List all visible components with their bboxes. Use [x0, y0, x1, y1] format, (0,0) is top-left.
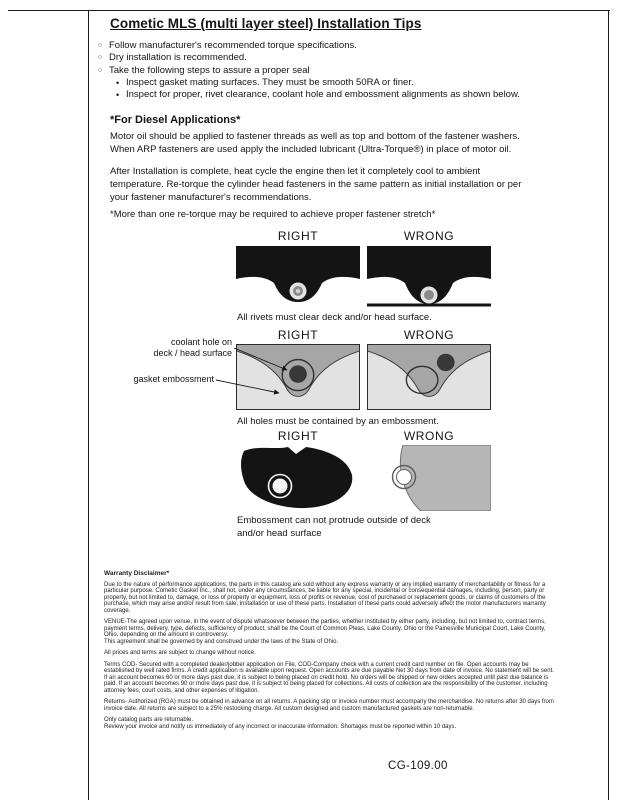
circle-bullet-icon: ○	[98, 54, 103, 62]
rivet-right-illustration	[236, 246, 360, 308]
protrude-wrong-diagram	[367, 445, 491, 511]
tip-item	[98, 40, 520, 52]
warranty-paragraph: Terms COD- Secured with a completed dealer/jobber application on File, COD-Company check with a current credit card number on file. Open accounts may be established by well rated firms. A credit application is available upon request. Open accounts are due payable Net 30 days from date of invoice. No statement will be sent. If an account becomes 60 or more days past due, it is subject to being placed on credit hold. No orders will be shipped or new orders accepted until past due balance is paid. If an account becomes 90 or more days past due, it is subject to being placed for collections. All costs of collection are the responsibility of the customer, including attorney fees, court costs, and other expenses of litigation.	[104, 661, 554, 694]
rivet-right-diagram	[236, 246, 360, 308]
page-border-right	[608, 10, 609, 800]
protrude-wrong-label: WRONG	[403, 429, 455, 443]
page-border-left	[88, 10, 89, 800]
coolant-wrong-diagram	[367, 344, 491, 410]
warranty-heading: Warranty Disclaimer*	[104, 570, 170, 577]
protrude-caption-line1: Embossment can not protrude outside of deck	[237, 515, 431, 526]
warranty-paragraph: Only catalog parts are returnable.	[104, 717, 194, 723]
warranty-paragraph: All prices and terms are subject to change without notice.	[104, 650, 256, 656]
warranty-paragraph: VENUE-The agreed upon venue, in the event of dispute whatsoever between the parties, whether instituted by either party, including, but not limited to, contract terms, payment terms, delivery, type, defects, sufficiency of product, shall be the Court of Common Pleas, Lake County, Ohio or the Painesville Municipal Court, Lake County, Ohio, depending on the amount in controversy.	[104, 619, 546, 638]
sub-tip-text: Inspect gasket mating surfaces. They must be smooth 50RA or finer.	[126, 76, 414, 88]
sub-tip-item	[116, 77, 520, 89]
coolant-hole-label-line2: deck / head surface	[153, 348, 232, 358]
diesel-paragraph-3: *More than one re-torque may be required to achieve proper fastener stretch*	[110, 209, 436, 220]
tip-text: Follow manufacturer's recommended torque specifications.	[109, 40, 357, 51]
rivet-wrong-illustration	[367, 246, 491, 308]
coolant-wrong-label: WRONG	[403, 328, 455, 342]
diesel-paragraph-1: Motor oil should be applied to fastener threads as well as top and bottom of the fastener washers. When ARP fasteners are used apply the included lubricant (Ultra-Torque®) in place of motor oil.	[110, 131, 520, 155]
coolant-wrong-illustration	[368, 345, 490, 409]
warranty-section	[104, 571, 556, 735]
rivet-right-label: RIGHT	[277, 229, 319, 243]
coolant-right-diagram	[236, 344, 360, 410]
page-border-top	[8, 10, 610, 11]
coolant-hole-label-line1: coolant hole on	[170, 337, 232, 347]
coolant-right-label: RIGHT	[277, 328, 319, 342]
protrude-caption	[237, 515, 431, 540]
page-title: Cometic MLS (multi layer steel) Installation Tips	[110, 16, 422, 31]
warranty-paragraph: Returns- Authorized (RGA) must be obtained in advance on all returns. A packing slip or invoice number must accompany the merchandise. No returns after 30 days from invoice date. All returns are subject to a 25% restocking charge. All custom designed and custom manufactured gaskets are non-returnable.	[104, 699, 554, 712]
dot-bullet-icon: •	[116, 90, 120, 101]
warranty-paragraph: This agreement shall be governed by and construed under the laws of the State of Ohio.	[104, 638, 339, 645]
warranty-paragraph: Due to the nature of performance applications, the parts in this catalog are sold without any express warranty or any implied warranty of merchantability or fitness for a particular purpose. Cometic Gasket Inc., shall not, under any circumstances, be liable for any special, incidental or consequential damages, including, person, party or property, but not limited to, damage, or loss of property or equipment, loss of profits or revenue, cost of purchased or replacement goods, or claims of customers of the purchase, which may arise and/or result from sale, installation or use of these parts. Installation of these parts could adversely affect the motor manufacturers warranty coverage.	[104, 581, 546, 614]
dot-bullet-icon: •	[116, 77, 120, 88]
diesel-heading: *For Diesel Applications*	[110, 114, 241, 126]
circle-bullet-icon: ○	[98, 66, 103, 74]
tips-list	[98, 40, 520, 101]
tip-text: Take the following steps to assure a proper seal	[109, 64, 310, 76]
coolant-hole-label	[116, 337, 232, 359]
rivet-wrong-diagram	[367, 246, 491, 308]
page-number: CG-109.00	[388, 760, 448, 772]
gasket-embossment-label: gasket embossment	[133, 374, 214, 384]
rivet-caption: All rivets must clear deck and/or head surface.	[237, 312, 432, 323]
protrude-right-illustration	[236, 445, 360, 511]
diesel-paragraph-2: After Installation is complete, heat cycle the engine then let it completely cool to ambient temperature. Re-torque the cylinder head fasteners in the same pattern as initial installation or per your fastener manufacturer's recommendations.	[110, 166, 522, 203]
warranty-paragraph: Review your invoice and notify us immediately of any incorrect or inaccurate information. Shortages must be reported within 10 days.	[104, 723, 457, 730]
circle-bullet-icon: ○	[98, 42, 103, 49]
tip-item	[98, 52, 520, 64]
protrude-wrong-illustration	[367, 445, 491, 511]
holes-caption: All holes must be contained by an embossment.	[237, 416, 439, 427]
sub-tip-item	[116, 89, 520, 101]
protrude-right-diagram	[236, 445, 360, 511]
coolant-right-illustration	[237, 345, 359, 409]
tip-text: Dry installation is recommended.	[109, 52, 247, 64]
tip-item	[98, 65, 520, 77]
protrude-right-label: RIGHT	[277, 429, 319, 443]
sub-tip-text: Inspect for proper, rivet clearance, coolant hole and embossment alignments as shown below.	[126, 89, 520, 101]
rivet-wrong-label: WRONG	[403, 229, 455, 243]
protrude-caption-line2: and/or head surface	[237, 527, 322, 539]
